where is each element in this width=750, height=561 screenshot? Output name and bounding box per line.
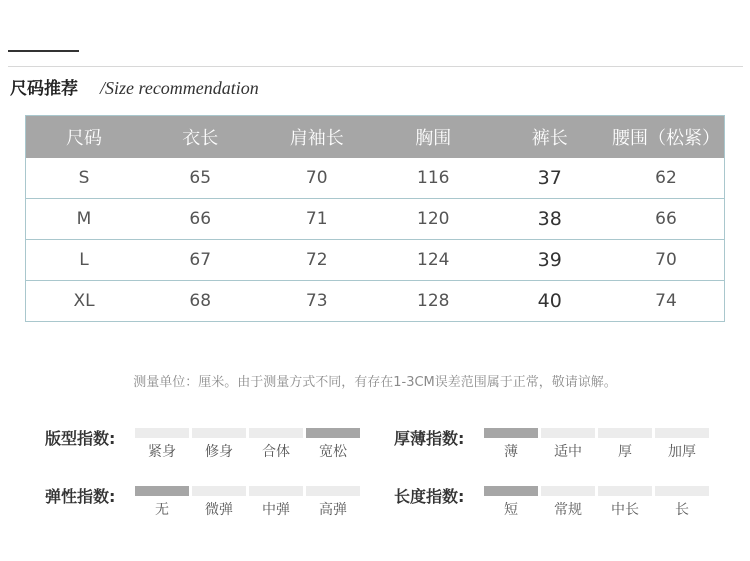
- cell-chest: 116: [417, 168, 450, 188]
- table-row: [26, 199, 725, 240]
- fit-option: [192, 426, 246, 461]
- section-rule-accent: [8, 50, 79, 52]
- cell-sleeve: 70: [305, 168, 328, 188]
- elasticity-index-scale: [135, 484, 360, 519]
- elasticity-option-label: 无: [155, 502, 169, 518]
- heading-zh: 尺码推荐: [10, 79, 78, 99]
- thickness-index-scale: [484, 426, 709, 461]
- cell-chest: 128: [375, 281, 492, 322]
- length-option-bar: [541, 486, 595, 496]
- fit-option: [306, 426, 360, 461]
- col-header-pants-length: 裤长: [492, 116, 609, 159]
- thickness-option-label: 厚: [618, 444, 632, 460]
- cell-chest: 124: [375, 240, 492, 281]
- cell-size: S: [78, 168, 90, 188]
- elasticity-option-label: 微弹: [205, 502, 233, 518]
- elasticity-option-bar: [192, 486, 246, 496]
- length-option-label: 短: [504, 502, 518, 518]
- fit-index-label: 版型指数:: [45, 429, 116, 448]
- elasticity-option-label: 高弹: [319, 502, 347, 518]
- section-rule: [8, 66, 743, 67]
- length-option: [484, 484, 538, 519]
- table-row: [26, 158, 725, 199]
- col-header-length: 衣长: [142, 116, 259, 159]
- col-header-chest: 胸围: [375, 116, 492, 159]
- length-option-label: 长: [675, 502, 689, 518]
- cell-pants-length: 38: [492, 199, 609, 240]
- length-option-bar: [655, 486, 709, 496]
- elasticity-option-bar: [249, 486, 303, 496]
- table-header-row: [26, 116, 725, 159]
- cell-pants-length: 37: [537, 167, 562, 189]
- cell-length: 65: [189, 168, 212, 188]
- fit-option-bar: [249, 428, 303, 438]
- elasticity-option-bar: [306, 486, 360, 496]
- length-option-bar: [598, 486, 652, 496]
- col-header-sleeve: 肩袖长: [259, 116, 376, 159]
- thickness-option-bar: [484, 428, 538, 438]
- cell-pants-length: 39: [492, 240, 609, 281]
- fit-index-scale: [135, 426, 360, 461]
- cell-waist: 70: [608, 240, 725, 281]
- elasticity-option: [249, 484, 303, 519]
- col-header-waist: 腰围（松紧）: [608, 116, 725, 159]
- fit-option-bar: [192, 428, 246, 438]
- length-option-label: 常规: [554, 502, 582, 518]
- length-option: [655, 484, 709, 519]
- cell-waist: 74: [608, 281, 725, 322]
- fit-option: [135, 426, 189, 461]
- cell-waist: 66: [608, 199, 725, 240]
- fit-option-label: 紧身: [148, 444, 176, 460]
- cell-size: L: [26, 240, 143, 281]
- cell-chest: 120: [375, 199, 492, 240]
- thickness-option-label: 加厚: [668, 444, 696, 460]
- size-table: [25, 115, 725, 322]
- elasticity-option: [192, 484, 246, 519]
- cell-size: XL: [26, 281, 143, 322]
- thickness-option: [484, 426, 538, 461]
- cell-length: 67: [142, 240, 259, 281]
- thickness-option: [655, 426, 709, 461]
- elasticity-option: [306, 484, 360, 519]
- cell-size: M: [26, 199, 143, 240]
- fit-option-label: 合体: [262, 444, 290, 460]
- table-row: [26, 240, 725, 281]
- thickness-index-label: 厚薄指数:: [394, 429, 465, 448]
- length-option-label: 中长: [611, 502, 639, 518]
- cell-sleeve: 71: [259, 199, 376, 240]
- length-option: [598, 484, 652, 519]
- thickness-option-label: 薄: [504, 444, 518, 460]
- length-option: [541, 484, 595, 519]
- length-index-label: 长度指数:: [394, 487, 465, 506]
- fit-option: [249, 426, 303, 461]
- elasticity-option-label: 中弹: [262, 502, 290, 518]
- cell-length: 66: [142, 199, 259, 240]
- thickness-option-bar: [598, 428, 652, 438]
- fit-option-label: 修身: [205, 444, 233, 460]
- cell-sleeve: 73: [259, 281, 376, 322]
- thickness-option-bar: [655, 428, 709, 438]
- cell-pants-length: 40: [492, 281, 609, 322]
- table-row: [26, 281, 725, 322]
- thickness-option: [598, 426, 652, 461]
- elasticity-index-label: 弹性指数:: [45, 487, 116, 506]
- elasticity-option-bar: [135, 486, 189, 496]
- thickness-option-bar: [541, 428, 595, 438]
- cell-sleeve: 72: [259, 240, 376, 281]
- section-heading: [10, 74, 259, 99]
- thickness-option-label: 适中: [554, 444, 582, 460]
- cell-waist: 62: [655, 168, 677, 188]
- thickness-option: [541, 426, 595, 461]
- col-header-size: 尺码: [26, 116, 143, 159]
- measurement-note: 测量单位：厘米。由于测量方式不同，有存在1-3CM误差范围属于正常，敬请谅解。: [133, 375, 617, 390]
- fit-option-label: 宽松: [319, 444, 347, 460]
- fit-option-bar: [135, 428, 189, 438]
- cell-length: 68: [142, 281, 259, 322]
- length-index-scale: [484, 484, 709, 519]
- fit-option-bar: [306, 428, 360, 438]
- elasticity-option: [135, 484, 189, 519]
- heading-en: /Size recommendation: [100, 78, 259, 98]
- length-option-bar: [484, 486, 538, 496]
